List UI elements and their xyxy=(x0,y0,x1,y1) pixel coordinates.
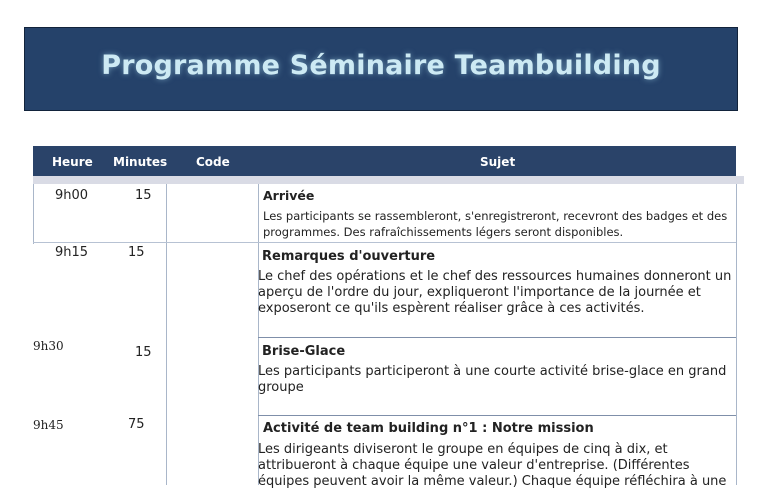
description-line: Les participants participeront à une courte activité brise-glace en grand xyxy=(258,364,727,379)
page-title: Programme Séminaire Teambuilding xyxy=(101,49,661,81)
table-cell-minutes: 75 xyxy=(128,417,145,432)
column-header-heure: Heure xyxy=(52,155,93,169)
table-cell-heure: 9h15 xyxy=(55,245,89,260)
row-divider xyxy=(258,415,736,416)
table-cell-minutes: 15 xyxy=(128,245,145,260)
row-title: Brise-Glace xyxy=(262,344,346,359)
description-line: exposeront ce qu'ils espèrent réaliser grâce à ces activités. xyxy=(258,301,645,316)
row-description xyxy=(263,208,727,240)
row-divider xyxy=(33,242,736,243)
table-cell-minutes: 15 xyxy=(135,188,152,203)
description-line: groupe xyxy=(258,380,304,395)
row-divider xyxy=(258,337,736,338)
table-cell-heure: 9h30 xyxy=(33,339,64,353)
grid-line xyxy=(258,184,259,485)
row-title: Remarques d'ouverture xyxy=(262,249,436,264)
row-title: Activité de team building n°1 : Notre mission xyxy=(263,421,594,436)
header-banner xyxy=(24,27,738,111)
row-description xyxy=(258,442,726,490)
table-header xyxy=(33,146,736,176)
table-cell-heure: 9h45 xyxy=(33,418,64,432)
table-cell-minutes: 15 xyxy=(135,345,152,360)
description-line: attribueront à chaque équipe une valeur d'entreprise. (Différentes xyxy=(258,458,690,473)
grid-line xyxy=(166,184,167,485)
grid-line xyxy=(736,184,737,485)
description-line: Le chef des opérations et le chef des ressources humaines donneront un xyxy=(258,269,732,284)
column-header-code: Code xyxy=(196,155,230,169)
description-line: aperçu de l'ordre du jour, expliqueront l'importance de la journée et xyxy=(258,285,701,300)
column-header-sujet: Sujet xyxy=(480,155,516,169)
header-underline xyxy=(33,176,744,184)
row-description xyxy=(258,269,731,317)
grid-line xyxy=(33,184,34,244)
column-header-minutes: Minutes xyxy=(113,155,168,169)
description-line: programmes. Des rafraîchissements légers seront disponibles. xyxy=(263,225,624,239)
row-title: Arrivée xyxy=(263,188,315,203)
row-description xyxy=(258,364,726,396)
description-line: équipes peuvent avoir la même valeur.) Chaque équipe réfléchira à une xyxy=(258,474,727,489)
description-line: Les dirigeants diviseront le groupe en équipes de cinq à dix, et xyxy=(258,442,668,457)
table-cell-heure: 9h00 xyxy=(55,188,89,203)
description-line: Les participants se rassembleront, s'enregistreront, recevront des badges et des xyxy=(263,209,728,223)
